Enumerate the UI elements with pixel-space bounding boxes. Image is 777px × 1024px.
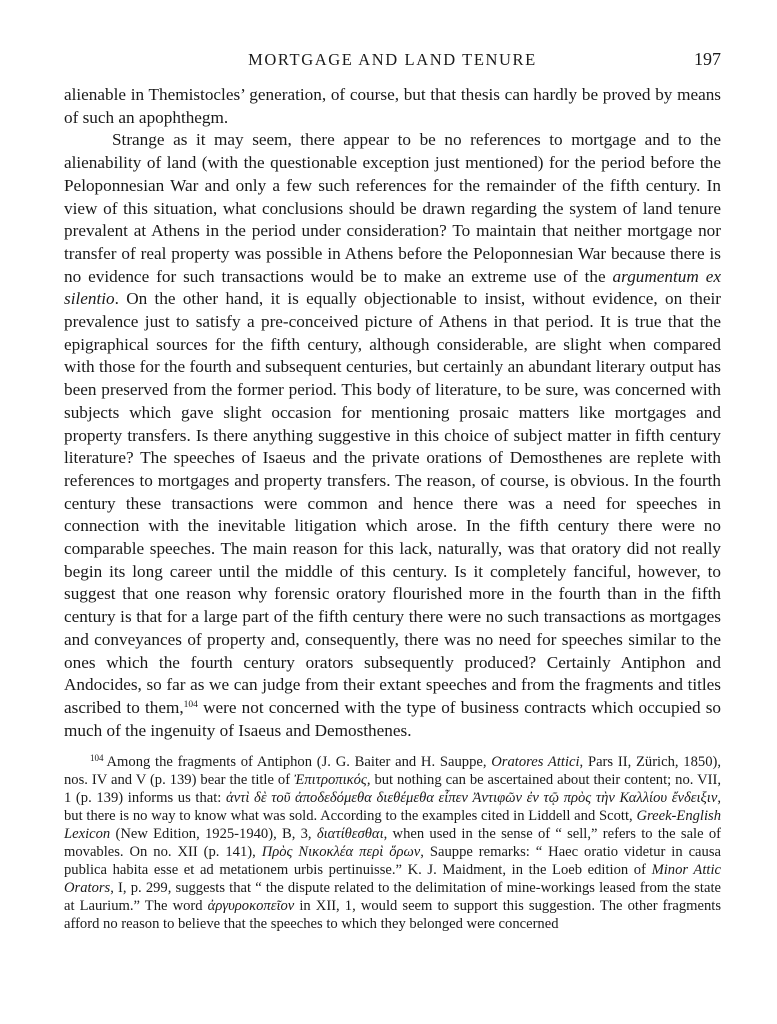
footnote-number: 104 xyxy=(90,753,104,764)
italic-text: Πρὸς Νικοκλέα περὶ ὅρων xyxy=(261,844,421,861)
running-head xyxy=(64,44,721,70)
italic-text: διατίθεσθαι xyxy=(316,826,384,843)
text-run: Strange as it may seem, there appear to be no references to mortgage and to the alienability of land (with the questionable exception just mentioned) for the period before the Peloponnesian War and only a few such references for the remainder of the fifth century. In view of this situation, what conclusions should be drawn regarding the system of land tenure prevalent at Athens in the period under consideration? To maintain that neither mortgage nor transfer of real property was possible in Athens before the Peloponnesian War because there is no evidence for such transactions would be to make an extreme use of the xyxy=(64,130,721,286)
text-run: (New Edition, 1925-1940), B, 3, xyxy=(110,826,317,843)
text-run: , when used in the sense of “ sell,” refers to the sale of movables. On no. XII (p. 141), xyxy=(64,826,721,861)
text-run: . On the other hand, it is equally objectionable to insist, without evidence, on their prevalence just to satisfy a pre-conceived picture of Athens in that period. It is true that the epigraphical sources for the fifth century, although considerable, are slight when compared with those for the fourth and subsequent centuries, but certainly an abundant literary output has been preserved from the former period. This body of literature, to be sure, was concerned with subjects which gave slight occasion for mentioning prosaic matters like mortgages and property transfers. Is there anything suggestive in this choice of subject matter in fifth century literature? The speeches of Isaeus and the private orations of Demosthenes are replete with references to mortgages and property transfers. The reason, of course, is obvious. In the fourth century these transactions were common and hence there was a need for speeches in connection with the inevitable litigation which arose. In the fifth century there were no comparable speeches. The main reason for this lack, naturally, was that oratory did not really begin its long career until the middle of this century. Is it completely fanciful, however, to suggest that one reason why forensic oratory flourished more in the fourth than in the fifth century is that for a large part of the fifth century there were no such transactions as mortgages and conveyances of property and, consequently, there was no need for speeches similar to the ones which the fourth century orators subsequently produced? Certainly Antiphon and Andocides, so far as we can judge from their extant speeches and from the fragments and titles ascribed to them, xyxy=(64,289,721,717)
italic-text: Minor Attic Orators xyxy=(64,862,721,897)
footnote xyxy=(64,754,721,934)
text-run: alienable in Themistocles’ generation, of course, but that thesis can hardly be proved by means of such an apophthegm. xyxy=(64,85,721,127)
body-text xyxy=(64,84,721,742)
body-paragraph xyxy=(64,129,721,742)
text-run: Among the fragments of Antiphon (J. G. Baiter and H. Sauppe, xyxy=(106,754,492,771)
page xyxy=(64,44,721,934)
italic-text: argumentum ex silentio xyxy=(64,266,721,309)
page-number: 197 xyxy=(694,49,721,69)
italic-text: Ἐπιτροπικός xyxy=(294,772,367,789)
text-run: , Sauppe remarks: “ Haec oratio videtur in causa publica habita esse et ad metationem urbis pertinuisse.” K. J. Maidment, in the Loeb edition of xyxy=(64,844,721,879)
text-run: , Pars II, Zürich, 1850), nos. IV and V (p. 139) bear the title of xyxy=(64,754,721,789)
body-paragraph xyxy=(64,84,721,129)
running-title: MORTGAGE AND LAND TENURE xyxy=(248,50,537,69)
text-run: , but there is no way to know what was sold. According to the examples cited in Liddell and Scott, xyxy=(64,790,721,825)
text-run: were not concerned with the type of business contracts which occupied so much of the ingenuity of Isaeus and Demosthenes. xyxy=(64,697,721,740)
footnote-reference: 104 xyxy=(183,699,198,710)
italic-text: Oratores Attici xyxy=(491,754,580,771)
footnotes xyxy=(64,754,721,934)
text-run: , I, p. 299, suggests that “ the dispute related to the delimitation of mine-workings leased from the state at Laurium.” The word xyxy=(64,880,721,915)
text-run: , but nothing can be ascertained about their content; no. VII, 1 (p. 139) informs us that: xyxy=(64,772,721,807)
text-run: in XII, 1, would seem to support this suggestion. The other fragments afford no reason to believe that the speeches to which they belonged were concerned xyxy=(64,898,722,932)
italic-text: ἀντὶ δὲ τοῦ ἀποδεδόμεθα διεθέμεθα εἶπεν Ἀντιφῶν ἐν τῷ πρὸς τὴν Καλλίου ἔνδειξιν xyxy=(225,790,718,807)
italic-text: ἀργυροκοπεῖον xyxy=(207,898,295,915)
italic-text: Greek-English Lexicon xyxy=(64,808,721,843)
